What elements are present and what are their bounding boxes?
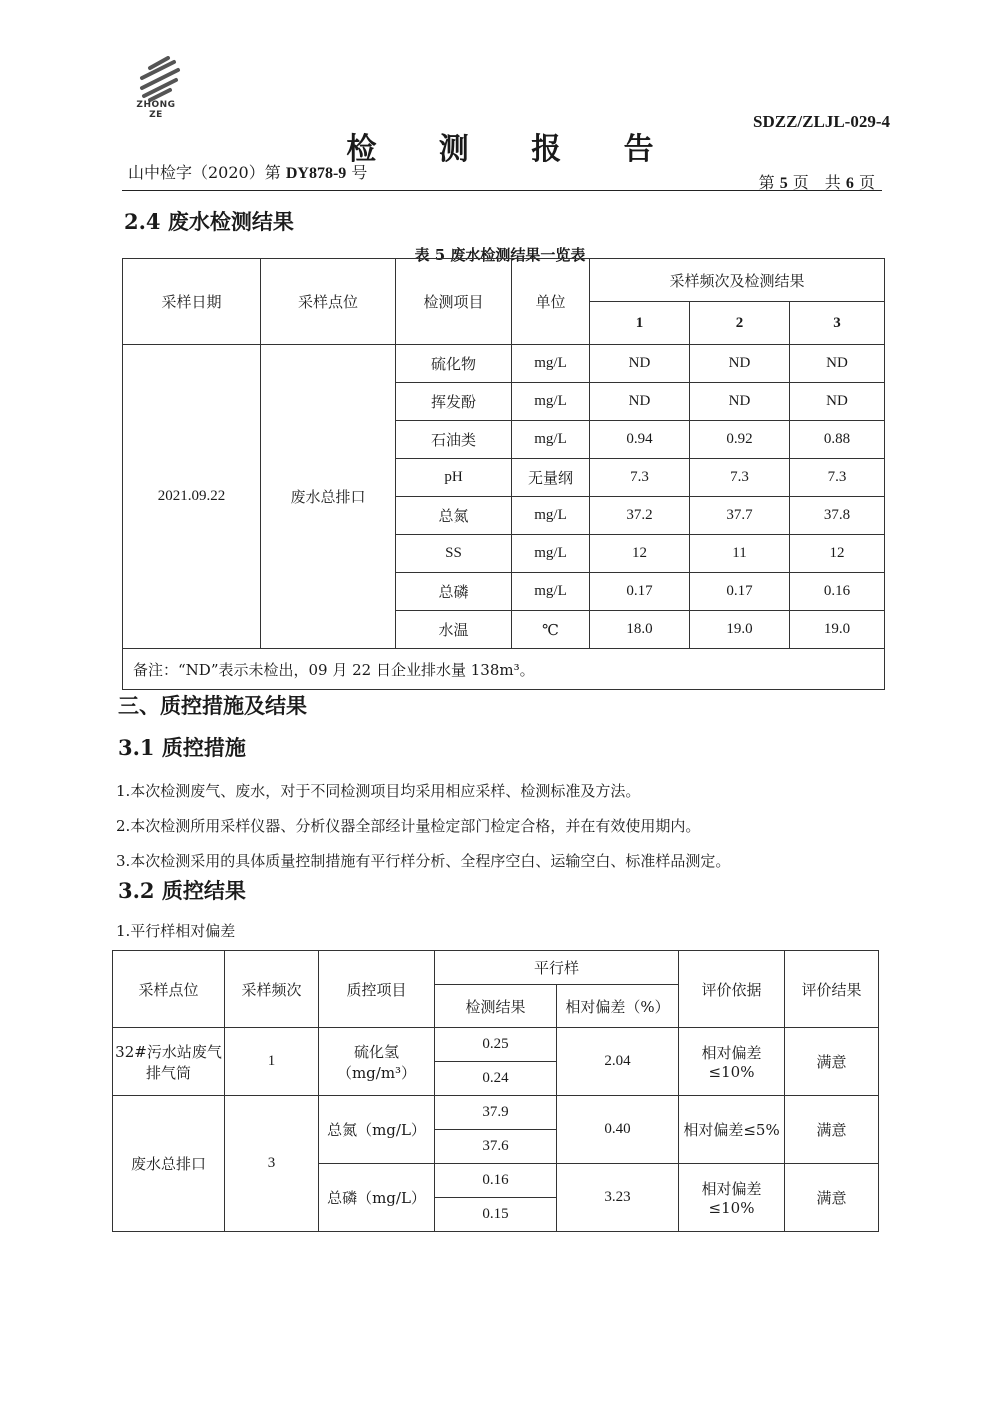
header-freq-2: 2 bbox=[690, 302, 790, 345]
header-frequency: 采样频次及检测结果 bbox=[590, 259, 885, 302]
qc-eval: 满意 bbox=[785, 1028, 879, 1096]
header-freq-1: 1 bbox=[590, 302, 690, 345]
table-row bbox=[113, 1096, 879, 1130]
qc-measure-2: 2.本次检测所用采样仪器、分析仪器全部经计量检定部门检定合格，并在有效使用期内。 bbox=[116, 817, 701, 835]
table-note: 备注：“ND”表示未检出，09 月 22 日企业排水量 138m³。 bbox=[123, 649, 885, 690]
qc-table-label: 1.平行样相对偏差 bbox=[116, 922, 236, 940]
page-title: 检 测 报 告 bbox=[346, 132, 680, 167]
qc-result: 0.15 bbox=[435, 1198, 557, 1232]
qc-item: 硫化氢（mg/m³） bbox=[319, 1028, 435, 1096]
qc-result: 0.25 bbox=[435, 1028, 557, 1062]
value-cell: 7.3 bbox=[790, 459, 885, 497]
qc-header-parallel: 平行样 bbox=[435, 951, 679, 985]
qc-point: 32#污水站废气排气筒 bbox=[113, 1028, 225, 1096]
qc-basis: 相对偏差≤5% bbox=[679, 1096, 785, 1164]
qc-header-point: 采样点位 bbox=[113, 951, 225, 1028]
qc-basis: 相对偏差≤10% bbox=[679, 1164, 785, 1232]
qc-parallel-table bbox=[112, 950, 879, 1232]
value-cell: 37.7 bbox=[690, 497, 790, 535]
header-freq-3: 3 bbox=[790, 302, 885, 345]
value-cell: 7.3 bbox=[690, 459, 790, 497]
value-cell: 7.3 bbox=[590, 459, 690, 497]
qc-measure-1: 1.本次检测废气、废水，对于不同检测项目均采用相应采样、检测标准及方法。 bbox=[116, 782, 641, 800]
qc-item: 总氮（mg/L） bbox=[319, 1096, 435, 1164]
value-cell: 0.16 bbox=[790, 573, 885, 611]
sample-date: 2021.09.22 bbox=[123, 345, 261, 649]
qc-result: 37.6 bbox=[435, 1130, 557, 1164]
logo-text: ZHONG ZE bbox=[136, 100, 176, 120]
item-cell: 挥发酚 bbox=[396, 383, 512, 421]
value-cell: ND bbox=[690, 383, 790, 421]
section-heading-3: 三、质控措施及结果 bbox=[118, 693, 307, 718]
value-cell: 37.2 bbox=[590, 497, 690, 535]
unit-cell: mg/L bbox=[512, 383, 590, 421]
qc-basis: 相对偏差≤10% bbox=[679, 1028, 785, 1096]
qc-eval: 满意 bbox=[785, 1096, 879, 1164]
unit-cell: mg/L bbox=[512, 535, 590, 573]
qc-header-item: 质控项目 bbox=[319, 951, 435, 1028]
item-cell: 水温 bbox=[396, 611, 512, 649]
qc-header-eval: 评价结果 bbox=[785, 951, 879, 1028]
qc-header-result: 检测结果 bbox=[435, 985, 557, 1028]
header-divider bbox=[122, 190, 882, 191]
value-cell: 0.92 bbox=[690, 421, 790, 459]
sample-point: 废水总排口 bbox=[261, 345, 396, 649]
header-point: 采样点位 bbox=[261, 259, 396, 345]
section-heading-3-2: 3.2 质控结果 bbox=[118, 878, 246, 903]
report-number: 山中检字（2020）第 DY878-9 号 bbox=[128, 163, 368, 182]
table-caption: 表 5 废水检测结果一览表 bbox=[414, 246, 586, 264]
page-indicator: 第 5 页 共 6 页 bbox=[758, 173, 875, 192]
header-date: 采样日期 bbox=[123, 259, 261, 345]
value-cell: 0.17 bbox=[590, 573, 690, 611]
item-cell: SS bbox=[396, 535, 512, 573]
unit-cell: mg/L bbox=[512, 573, 590, 611]
unit-cell: mg/L bbox=[512, 421, 590, 459]
table-row bbox=[113, 1028, 879, 1062]
qc-point: 废水总排口 bbox=[113, 1096, 225, 1232]
value-cell: ND bbox=[590, 345, 690, 383]
unit-cell: ℃ bbox=[512, 611, 590, 649]
section-heading-3-1: 3.1 质控措施 bbox=[118, 735, 246, 760]
qc-result: 37.9 bbox=[435, 1096, 557, 1130]
section-heading-2-4: 2.4 废水检测结果 bbox=[124, 209, 294, 234]
value-cell: 0.88 bbox=[790, 421, 885, 459]
qc-header-basis: 评价依据 bbox=[679, 951, 785, 1028]
qc-freq: 1 bbox=[225, 1028, 319, 1096]
value-cell: ND bbox=[690, 345, 790, 383]
qc-dev: 0.40 bbox=[557, 1096, 679, 1164]
qc-eval: 满意 bbox=[785, 1164, 879, 1232]
item-cell: 总磷 bbox=[396, 573, 512, 611]
value-cell: ND bbox=[790, 345, 885, 383]
header-item: 检测项目 bbox=[396, 259, 512, 345]
item-cell: 石油类 bbox=[396, 421, 512, 459]
value-cell: 11 bbox=[690, 535, 790, 573]
qc-freq: 3 bbox=[225, 1096, 319, 1232]
item-cell: 总氮 bbox=[396, 497, 512, 535]
qc-result: 0.16 bbox=[435, 1164, 557, 1198]
qc-dev: 2.04 bbox=[557, 1028, 679, 1096]
qc-header-dev: 相对偏差（%） bbox=[557, 985, 679, 1028]
value-cell: 19.0 bbox=[690, 611, 790, 649]
item-cell: 硫化物 bbox=[396, 345, 512, 383]
header-unit: 单位 bbox=[512, 259, 590, 345]
value-cell: 18.0 bbox=[590, 611, 690, 649]
item-cell: pH bbox=[396, 459, 512, 497]
unit-cell: mg/L bbox=[512, 497, 590, 535]
document-code: SDZZ/ZLJL-029-4 bbox=[753, 112, 890, 131]
value-cell: 19.0 bbox=[790, 611, 885, 649]
unit-cell: 无量纲 bbox=[512, 459, 590, 497]
value-cell: 0.94 bbox=[590, 421, 690, 459]
qc-header-freq: 采样频次 bbox=[225, 951, 319, 1028]
qc-result: 0.24 bbox=[435, 1062, 557, 1096]
qc-item: 总磷（mg/L） bbox=[319, 1164, 435, 1232]
value-cell: ND bbox=[790, 383, 885, 421]
table-row bbox=[123, 345, 885, 383]
value-cell: 0.17 bbox=[690, 573, 790, 611]
value-cell: ND bbox=[590, 383, 690, 421]
unit-cell: mg/L bbox=[512, 345, 590, 383]
value-cell: 12 bbox=[590, 535, 690, 573]
qc-dev: 3.23 bbox=[557, 1164, 679, 1232]
value-cell: 12 bbox=[790, 535, 885, 573]
value-cell: 37.8 bbox=[790, 497, 885, 535]
wastewater-results-table bbox=[122, 258, 885, 690]
qc-measure-3: 3.本次检测采用的具体质量控制措施有平行样分析、全程序空白、运输空白、标准样品测定。 bbox=[116, 852, 731, 870]
